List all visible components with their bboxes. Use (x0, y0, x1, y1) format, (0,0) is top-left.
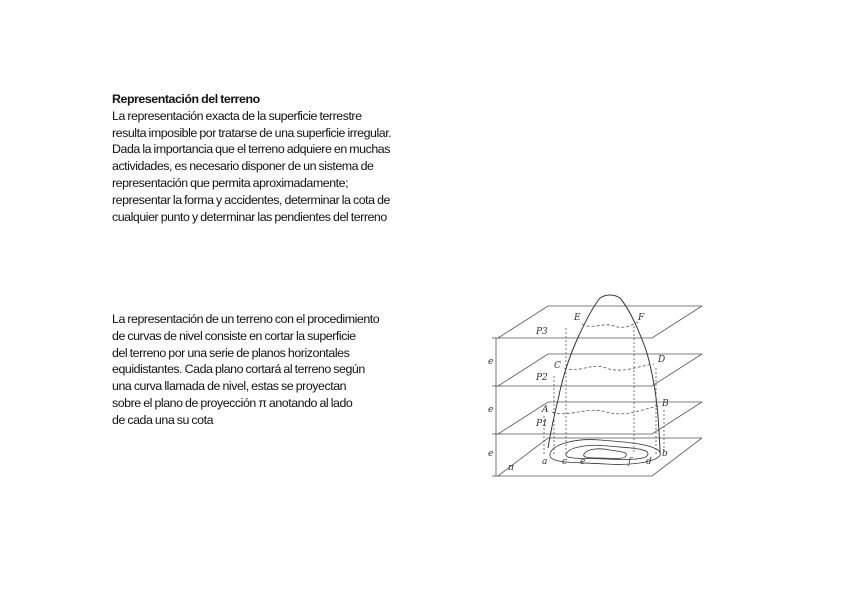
label-f-point: F (638, 313, 645, 323)
label-plane-pi: π (508, 463, 514, 473)
plane-p3 (498, 306, 702, 338)
paragraph-line: Dada la importancia que el terreno adquiere en muchas (112, 142, 390, 157)
paragraph-line: sobre el plano de proyección π anotando al lado (112, 395, 353, 410)
section-contour-lines (112, 311, 432, 429)
paragraph-line: equidistantes. Cada plano cortará al terreno según (112, 362, 365, 377)
section-terrain-representation (112, 91, 442, 225)
label-d-point: D (658, 355, 666, 365)
section-title: Representación del terreno (112, 92, 260, 106)
paragraph-line: una curva llamada de nivel, estas se proyectan (112, 379, 347, 394)
contour-ab (552, 406, 660, 414)
projected-contour-inner (584, 449, 627, 459)
paragraph-line: actividades, es necesario disponer de un sistema de (112, 159, 374, 174)
label-projection-f: f (628, 457, 632, 467)
label-plane-p3: P3 (536, 327, 548, 337)
paragraph-line: del terreno por una serie de planos horizontales (112, 345, 350, 360)
paragraph-line: de curvas de nivel consiste en cortar la superficie (112, 328, 356, 343)
paragraph-line: cualquier punto y determinar las pendientes del terreno (112, 209, 387, 224)
paragraph-line: La representación exacta de la superficie terrestre (112, 108, 362, 123)
paragraph-line: La representación de un terreno con el procedimiento (112, 312, 380, 326)
label-b-point: B (662, 399, 669, 409)
terrain-diagram (488, 288, 702, 482)
plane-pi (498, 438, 702, 476)
label-projection-a: a (542, 457, 548, 467)
paragraph-line: representación que permita aproximadamente; (112, 175, 349, 190)
label-equidistance: e (488, 405, 494, 415)
contour-cd (564, 364, 654, 370)
plane-p1 (498, 402, 702, 434)
label-equidistance: e (488, 449, 494, 459)
paragraph-line: de cada una su cota (112, 412, 214, 427)
label-equidistance: e (488, 357, 494, 367)
paragraph-line: representar la forma y accidentes, determinar la cota de (112, 192, 390, 207)
projected-contour-middle (566, 445, 648, 459)
plane-p2 (498, 354, 702, 386)
label-plane-p1: P1 (536, 419, 548, 429)
label-projection-c: c (562, 457, 568, 467)
contour-ef (582, 322, 638, 327)
label-plane-p2: P2 (536, 373, 548, 383)
label-projection-e: e (580, 457, 586, 467)
label-a-point: A (542, 405, 549, 415)
label-e-point: E (574, 313, 581, 323)
paragraph-line: resulta imposible por tratarse de una superficie irregular. (112, 125, 392, 140)
label-c-point: C (554, 361, 561, 371)
label-projection-b: b (662, 449, 668, 459)
contour-lines-figure (488, 288, 702, 482)
label-projection-d: d (646, 457, 652, 467)
